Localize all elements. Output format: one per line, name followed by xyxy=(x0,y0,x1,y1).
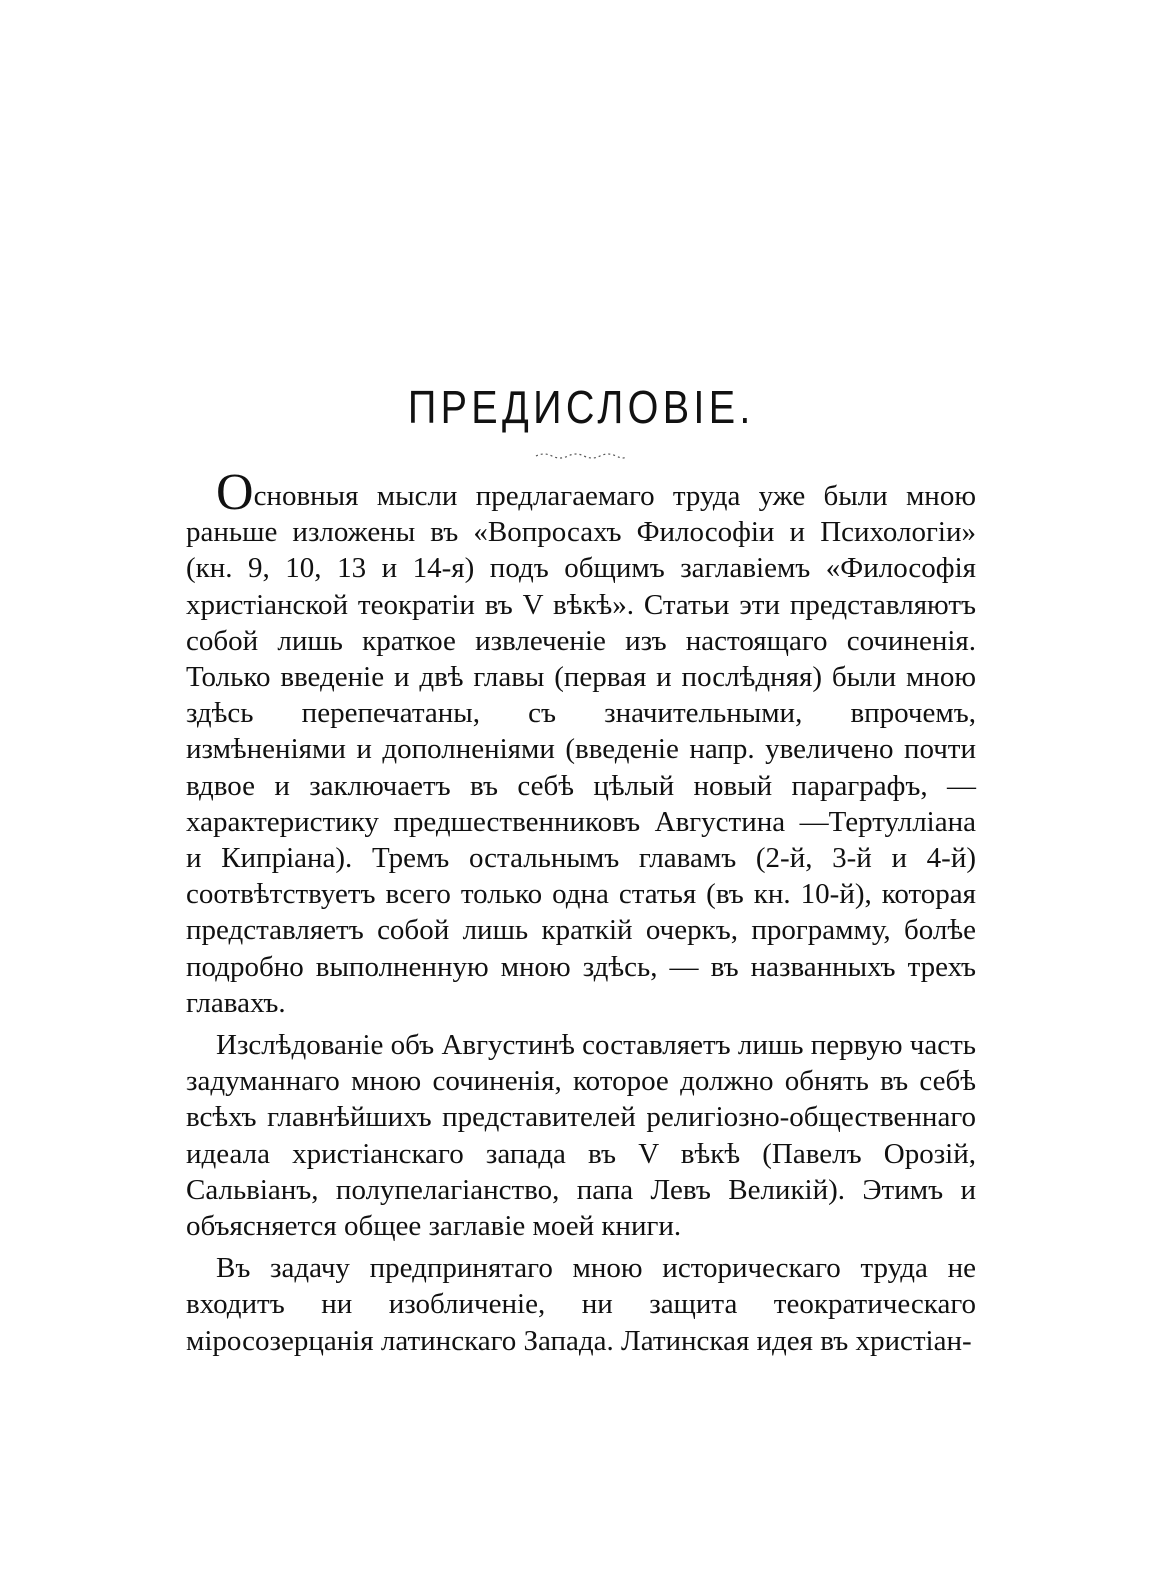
page-title: ПРЕДИСЛОВІЕ. xyxy=(407,381,755,433)
paragraph-1 xyxy=(186,464,976,1021)
paragraph-2: Изслѣдованіе объ Августинѣ составляетъ лишь первую часть задуманнаго мною сочиненія, которое должно обнять въ себѣ всѣхъ главнѣйшихъ представителей религіозно-общественнаго идеала христіанскаго запада въ V вѣкѣ (Павелъ Орозій, Сальвіанъ, полупелагіанство, папа Левъ Великій). Этимъ и объясняется общее заглавіе моей книги. xyxy=(186,1029,976,1243)
paragraph-3: Въ задачу предпринятаго мною историческаго труда не входитъ ни изобличеніе, ни защита теократическаго міросозерцанія латинскаго Запада. Латинская идея въ христіан- xyxy=(186,1252,976,1357)
preface-body xyxy=(186,464,976,1359)
paragraph-1-text: сновныя мысли предлагаемаго труда уже были мною раньше изложены въ «Вопросахъ Философіи и Психологіи» (кн. 9, 10, 13 и 14-я) подъ общимъ заглавіемъ «Философія христіанской теократіи въ V вѣкѣ». Статьи эти представляютъ собой лишь краткое извлеченіе изъ настоящаго сочиненія. Только введеніе и двѣ главы (первая и послѣдняя) были мною здѣсь перепечатаны, съ значительными, впрочемъ, измѣненіями и дополненіями (введеніе напр. увеличено почти вдвое и заключаетъ въ себѣ цѣлый новый параграфъ, — характеристику предшественниковъ Августина —Тертулліана и Кипріана). Тремъ остальнымъ главамъ (2-й, 3-й и 4-й) соотвѣтствуетъ всего только одна статья (въ кн. 10-й), которая представляетъ собой лишь краткій очеркъ, программу, болѣе подробно выполненную мною здѣсь, — въ названныхъ трехъ главахъ. xyxy=(186,480,976,1019)
drop-cap: О xyxy=(216,464,254,521)
title-ornament xyxy=(534,450,629,460)
